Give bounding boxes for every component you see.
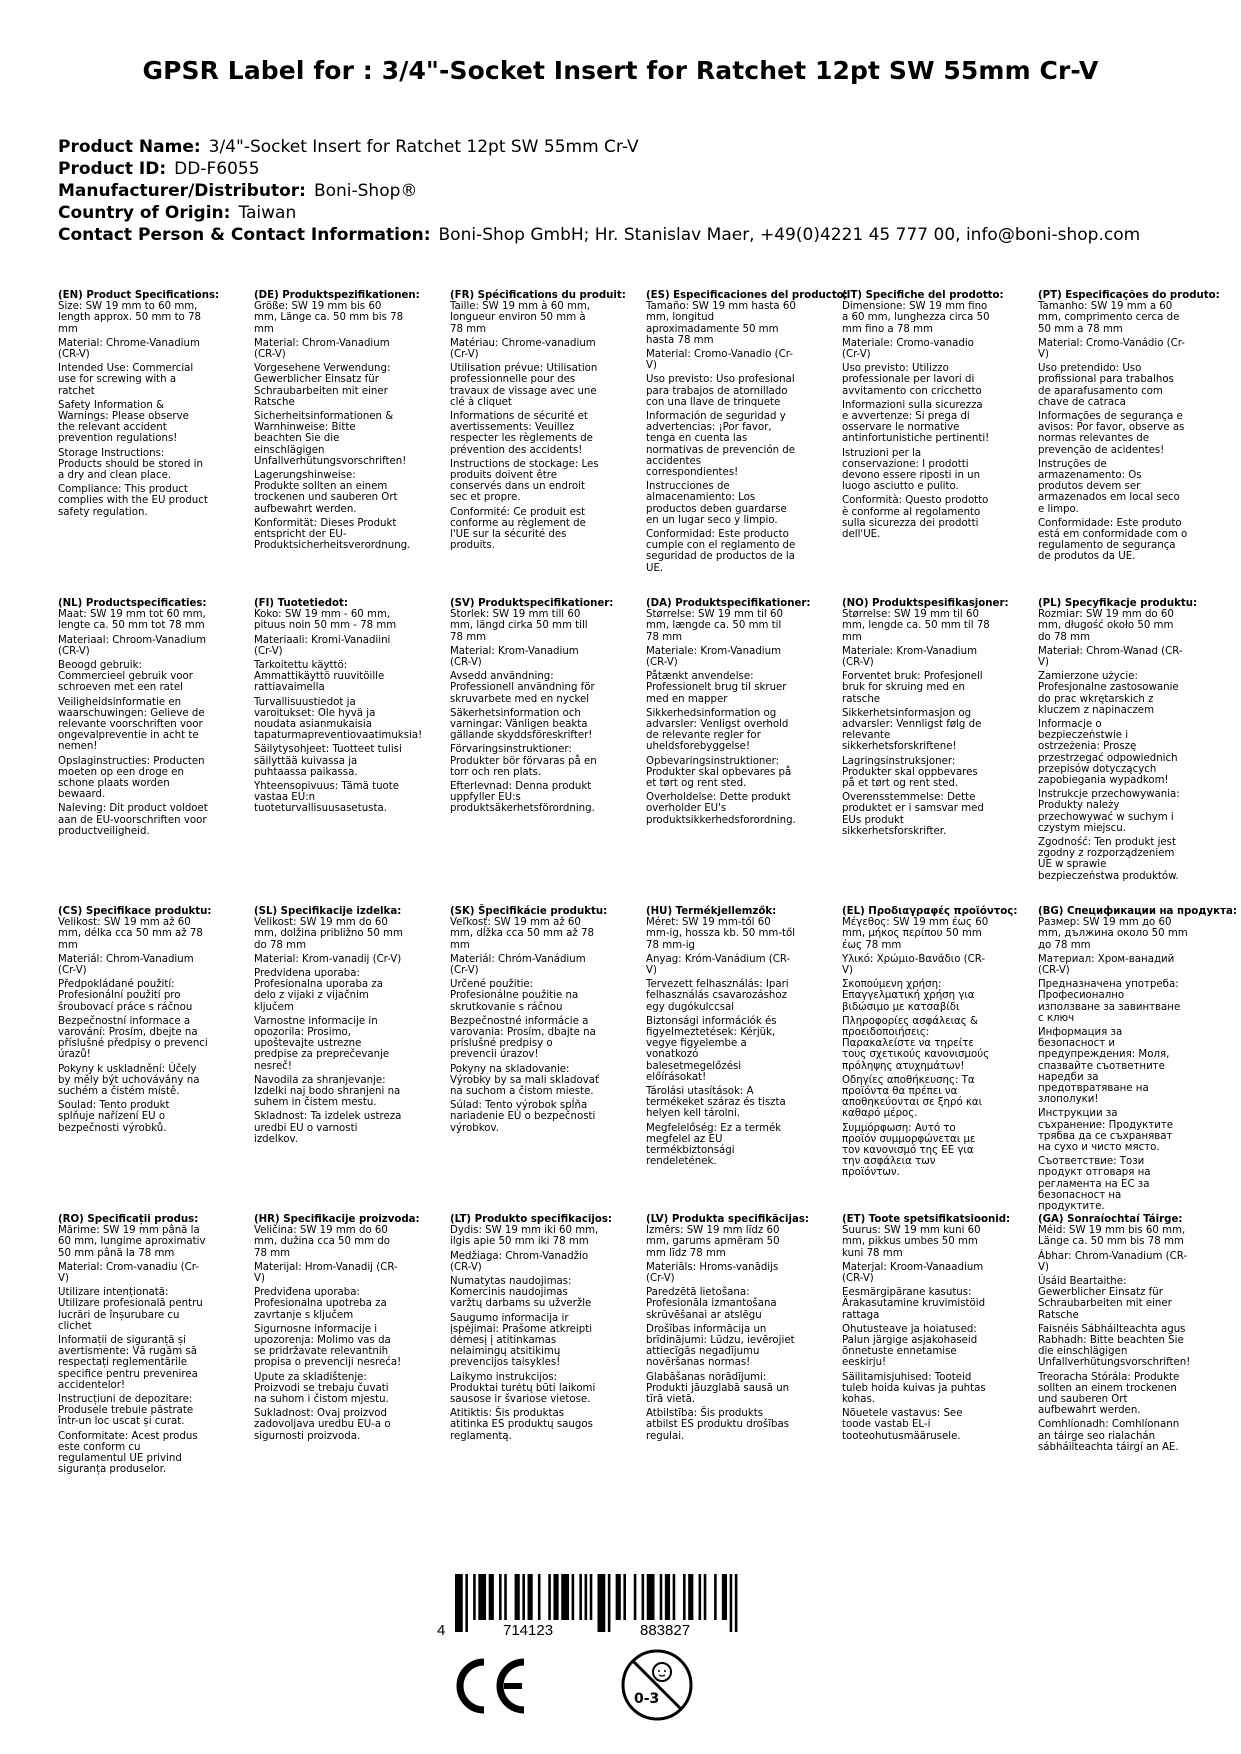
barcode-right-digits: 883827 — [640, 1622, 691, 1639]
spec-line: Størrelse: SW 19 mm til 60 mm, længde ca. 50 mm til 78 mm — [646, 609, 783, 643]
spec-line: Material: Krom-vanadij (Cr-V) — [254, 953, 402, 965]
spec-line: Laikymo instrukcijos: Produktai turėtų būti laikomi sausose ir švariose vietose. — [450, 1371, 596, 1406]
spec-line: Istruzioni per la conservazione: I prodotti devono essere riposti in un luogo asciutto e pulito. — [842, 447, 981, 493]
spec-line: Förvaringsinstruktioner: Produkter bör förvaras på en torr och ren plats. — [450, 744, 597, 778]
spec-block — [646, 290, 848, 577]
spec-line: Bezpečnostné informácie a varovania: Prosím, dbajte na príslušné predpisy o prevencii úrazov! — [450, 1015, 596, 1061]
spec-line: Συμμόρφωση: Αυτό το προϊόν συμμορφώνεται με τον κανονισμό της ΕΕ για την ασφάλεια των προϊόντων. — [842, 1122, 976, 1179]
spec-line: Tarkoitettu käyttö: Ammattikäyttö ruuvitöille rattiavaimella — [254, 660, 385, 694]
spec-line: Tamanho: SW 19 mm a 60 mm, comprimento cerca de 50 mm a 78 mm — [1038, 301, 1180, 335]
barcode-bar — [642, 1574, 645, 1620]
barcode-bar — [528, 1574, 533, 1620]
barcode-bar — [704, 1574, 707, 1620]
spec-line: Upute za skladištenje: Proizvodi se trebaju čuvati na suhom i čistom mjestu. — [254, 1371, 389, 1406]
spec-line: Vorgesehene Verwendung: Gewerblicher Einsatz für Schraubarbeiten mit einer Ratsche — [254, 363, 391, 408]
spec-line: Nõuetele vastavus: See toode vastab EL-i tooteohutusmäärusele. — [842, 1408, 963, 1442]
info-label: Contact Person & Contact Information: — [58, 225, 431, 245]
spec-line: Intended Use: Commercial use for screwing with a ratchet — [58, 363, 194, 397]
spec-line: Určené použitie: Profesionálne použitie na skrutkovanie s ráčnou — [450, 979, 579, 1013]
spec-heading: (HR) Specifikacije proizvoda: — [254, 1214, 420, 1225]
spec-line: Suurus: SW 19 mm kuni 60 mm, pikkus umbes 50 mm kuni 78 mm — [842, 1225, 981, 1259]
info-row — [58, 158, 1140, 180]
spec-line: Säilitamisjuhised: Tooteid tuleb hoida kuivas ja puhtas kohas. — [842, 1371, 986, 1406]
spec-line: Sicherheitsinformationen & Warnhinweise: Bitte beachten Sie die einschlägigen Unfallverhütungsvorschriften! — [254, 411, 407, 467]
barcode-bar — [553, 1574, 558, 1620]
barcode-bar — [598, 1574, 606, 1632]
spec-heading: (FI) Tuotetiedot: — [254, 598, 348, 609]
spec-line: Materijal: Hrom-Vanadij (CR-V) — [254, 1261, 398, 1285]
spec-line: Conformitate: Acest produs este conform cu regulamentul UE privind siguranța produselor. — [58, 1430, 198, 1476]
spec-block — [842, 598, 1009, 840]
spec-line: Materiál: Chrom-Vanadium (Cr-V) — [58, 953, 194, 977]
spec-line: Материал: Хром-ванадий (CR-V) — [1038, 953, 1175, 977]
info-label: Product ID: — [58, 159, 167, 179]
spec-line: Saugumo informacija ir įspėjimai: Prašome atkreipti dėmesį į atitinkamas nelaimingų atsitikimų prevencijos taisykles! — [450, 1312, 593, 1369]
spec-line: Sigurnosne informacije i upozorenja: Molimo vas da se pridržavate relevantnih propisa o prevenciji nesreća! — [254, 1323, 402, 1369]
product-info — [58, 136, 1140, 246]
barcode-bar — [673, 1574, 676, 1620]
spec-heading: (NL) Productspecificaties: — [58, 598, 207, 609]
spec-line: Tamaño: SW 19 mm hasta 60 mm, longitud aproximadamente 50 mm hasta 78 mm — [646, 301, 796, 346]
not-for-children-0-3-icon — [620, 1648, 694, 1722]
spec-line: Съответствие: Този продукт отговаря на регламента на ЕС за безопасност на продуктите. — [1038, 1156, 1151, 1213]
spec-block — [58, 906, 212, 1137]
spec-line: Materiaali: Kromi-Vanadiini (Cr-V) — [254, 634, 391, 657]
info-label: Product Name: — [58, 137, 201, 157]
barcode-bar — [579, 1574, 582, 1620]
info-row — [58, 180, 1140, 202]
spec-line: Zamierzone użycie: Profesjonalne zastosowanie do prac wkrętarskich z kluczem z napinaczem — [1038, 671, 1179, 716]
spec-line: Numatytas naudojimas: Komercinis naudojimas varžtų darbams su užveržle — [450, 1276, 592, 1310]
spec-line: Säkerhetsinformation och varningar: Vänligen beakta gällande skyddsföreskrifter! — [450, 707, 593, 742]
spec-block — [646, 1214, 809, 1445]
spec-heading: (GA) Sonraíochtaí Táirge: — [1038, 1214, 1183, 1225]
barcode-bar — [714, 1574, 717, 1620]
spec-line: Materiāls: Hroms-vanādijs (Cr-V) — [646, 1261, 779, 1285]
spec-line: Πληροφορίες ασφάλειας & προειδοποιήσεις: Παρακαλείστε να τηρείτε τους σχετικούς κανονισμούς πρόληψης ατυχημάτων! — [842, 1015, 990, 1072]
spec-line: Informazioni sulla sicurezza e avvertenze: Si prega di osservare le normative antinfortunistiche pertinenti! — [842, 399, 990, 445]
spec-line: Předpokládané použití: Profesionální použití pro šroubovací práce s ráčnou — [58, 979, 193, 1013]
spec-line: Información de seguridad y advertencias: ¡Por favor, tenga en cuenta las normativas de prevención de accidentes correspondientes! — [646, 411, 796, 479]
barcode-bar — [660, 1574, 663, 1620]
spec-line: Предназначена употреба: Професионално използване за завинтване с ключ — [1038, 979, 1181, 1024]
spec-heading: (FR) Spécifications du produit: — [450, 290, 626, 301]
spec-line: Úsáid Beartaithe: Gewerblicher Einsatz für Schraubarbeiten mit einer Ratsche — [1038, 1276, 1172, 1321]
spec-line: Zgodność: Ten produkt jest zgodny z rozporządzeniem UE w sprawie bezpieczeństwa produktów. — [1038, 837, 1179, 882]
spec-line: Utilisation prévue: Utilisation professionnelle pour des travaux de vissage avec une clé à cliquet — [450, 363, 598, 408]
spec-line: Utilizare intenționată: Utilizare profesională pentru lucrări de înșurubare cu clichet — [58, 1287, 203, 1332]
info-value: Boni-Shop GmbH; Hr. Stanislav Maer, +49(0)4221 45 777 00, info@boni-shop.com — [438, 225, 1141, 245]
spec-block — [450, 906, 608, 1137]
barcode-bar — [455, 1574, 463, 1632]
spec-line: Varnostne informacije in opozorila: Prosimo, upoštevajte ustrezne predpise za preprečevanje nesreč! — [254, 1015, 390, 1072]
barcode-left-digits: 714123 — [503, 1622, 554, 1639]
spec-line: Material: Crom-vanadiu (Cr-V) — [58, 1261, 199, 1285]
spec-heading: (ES) Especificaciones del producto: — [646, 290, 848, 301]
spec-line: Ábhar: Chrom-Vanadium (CR-V) — [1038, 1250, 1188, 1273]
spec-line: Turvallisuustiedot ja varoitukset: Ole hyvä ja noudata asianmukaisia tapaturmapreventiovaatimuksia! — [254, 696, 423, 742]
barcode — [455, 1574, 740, 1632]
spec-block — [254, 290, 420, 554]
barcode-bar — [616, 1574, 621, 1620]
page-title: GPSR Label for : 3/4"-Socket Insert for Ratchet 12pt SW 55mm Cr-V — [142, 56, 1099, 85]
spec-line: Beoogd gebruik: Commercieel gebruik voor schroeven met een ratel — [58, 660, 193, 694]
spec-block — [58, 598, 208, 840]
spec-block — [1038, 1214, 1191, 1456]
spec-line: Dydis: SW 19 mm iki 60 mm, ilgis apie 50 mm iki 78 mm — [450, 1225, 599, 1248]
spec-block — [646, 906, 796, 1170]
spec-line: Predvidena uporaba: Profesionalna uporaba za delo z vijaki z vijačnim ključem — [254, 968, 383, 1013]
spec-block — [450, 1214, 612, 1445]
spec-block — [842, 1214, 1011, 1445]
spec-block — [58, 1214, 208, 1478]
spec-line: Méret: SW 19 mm-től 60 mm-ig, hossza kb. 50 mm-től 78 mm-ig — [646, 917, 796, 951]
spec-heading: (CS) Specifikace produktu: — [58, 906, 212, 917]
spec-line: Material: Cromo-Vanadio (Cr-V) — [646, 349, 793, 372]
spec-block — [1038, 290, 1220, 566]
spec-line: Material: Chrom-Vanadium (CR-V) — [254, 337, 390, 361]
spec-line: Informations de sécurité et avertissements: Veuillez respecter les règlements de prévention des accidents! — [450, 411, 593, 456]
spec-line: Soulad: Tento produkt splňuje nařízení EU o bezpečnosti výrobků. — [58, 1100, 170, 1134]
spec-line: Instrukcje przechowywania: Produkty należy przechowywać w suchym i czystym miejscu. — [1038, 789, 1180, 834]
spec-line: Eesmärgipärane kasutus: Ärakasutamine kruvimistöid rattaga — [842, 1287, 986, 1321]
info-value: 3/4"-Socket Insert for Ratchet 12pt SW 55mm Cr-V — [208, 137, 639, 157]
spec-heading: (IT) Specifiche del prodotto: — [842, 290, 1004, 301]
spec-block — [842, 290, 1004, 543]
spec-block — [58, 290, 220, 521]
spec-line: Faisnéis Sábháilteachta agus Rabhadh: Bitte beachten Sie die einschlägigen Unfallverhütungsvorschriften! — [1038, 1323, 1191, 1369]
spec-block — [450, 598, 614, 818]
barcode-bar — [499, 1574, 502, 1620]
spec-block — [1038, 598, 1198, 885]
barcode-bar — [683, 1574, 686, 1620]
spec-line: Sukladnost: Ovaj proizvod zadovoljava uredbu EU-a o sigurnosti proizvoda. — [254, 1408, 391, 1442]
spec-line: Информация за безопасност и предупреждения: Моля, спазвайте съответните наредби за предотвратяване на злополуки! — [1038, 1027, 1170, 1106]
barcode-bar — [634, 1574, 637, 1620]
spec-line: Οδηγίες αποθήκευσης: Τα προϊόντα θα πρέπει να αποθηκεύονται σε ξηρό και καθαρό μέρος. — [842, 1074, 983, 1120]
spec-line: Opbevaringsinstruktioner: Produkter skal opbevares på et tørt og rent sted. — [646, 755, 792, 790]
spec-line: Izmērs: SW 19 mm līdz 60 mm, garums apmēram 50 mm līdz 78 mm — [646, 1225, 780, 1259]
info-label: Country of Origin: — [58, 203, 231, 223]
spec-heading: (DE) Produktspezifikationen: — [254, 290, 420, 301]
spec-heading: (RO) Specificații produs: — [58, 1214, 199, 1225]
spec-line: Tárolási utasítások: A termékeket száraz és tiszta helyen kell tárolni. — [646, 1086, 786, 1120]
spec-line: Skladnost: Ta izdelek ustreza uredbi EU o varnosti izdelkov. — [254, 1111, 402, 1145]
barcode-bar — [590, 1574, 593, 1620]
spec-line: Instruções de armazenamento: Os produtos devem ser armazenados em local seco e limpo. — [1038, 458, 1180, 515]
spec-line: Säilytysohjeet: Tuotteet tulisi säilyttää kuivassa ja puhtaassa paikassa. — [254, 744, 402, 778]
barcode-bar — [489, 1574, 494, 1620]
spec-line: Medžiaga: Chrom-Vanadžio (CR-V) — [450, 1250, 589, 1273]
spec-line: Sikkerhedsinformation og advarsler: Venligst overhold de relevante regler for uheldsforebyggelse! — [646, 707, 789, 753]
barcode-bar — [608, 1574, 611, 1632]
spec-heading: (LV) Produkta specifikācijas: — [646, 1214, 809, 1225]
barcode-lead-digit: 4 — [437, 1622, 446, 1639]
barcode-bar — [722, 1574, 727, 1620]
spec-line: Tervezett felhasználás: Ipari felhasználás csavarozáshoz egy dugókulccsal — [646, 979, 789, 1013]
spec-line: Pokyny na skladovanie: Výrobky by sa mali skladovať na suchom a čistom mieste. — [450, 1063, 600, 1098]
spec-line: Súlad: Tento výrobok spĺňa nariadenie EÚ o bezpečnosti výrobkov. — [450, 1100, 596, 1134]
info-row — [58, 136, 1140, 158]
spec-line: Maat: SW 19 mm tot 60 mm, lengte ca. 50 mm tot 78 mm — [58, 609, 206, 632]
spec-line: Uso previsto: Uso profesional para trabajos de atornillado con una llave de trinquete — [646, 374, 795, 408]
spec-line: Materiale: Krom-Vanadium (CR-V) — [646, 645, 782, 669]
spec-line: Instrucciones de almacenamiento: Los productos deben guardarse en un lugar seco y limpio. — [646, 481, 787, 526]
barcode-bar — [561, 1574, 569, 1620]
spec-line: Bezpečnostní informace a varování: Prosím, dbejte na příslušné předpisy o prevenci úrazů! — [58, 1015, 208, 1061]
spec-heading: (EN) Product Specifications: — [58, 290, 220, 301]
spec-block — [254, 598, 423, 818]
spec-line: Storlek: SW 19 mm till 60 mm, längd cirka 50 mm till 78 mm — [450, 609, 588, 643]
spec-line: Biztonsági információk és figyelmeztetések: Kérjük, vegye figyelembe a vonatkozó balesetmegelőzési előírásokat! — [646, 1015, 777, 1083]
spec-heading: (LT) Produkto specifikacijos: — [450, 1214, 612, 1225]
spec-line: Größe: SW 19 mm bis 60 mm, Länge ca. 50 mm bis 78 mm — [254, 301, 404, 335]
info-label: Manufacturer/Distributor: — [58, 181, 306, 201]
spec-line: Μέγεθος: SW 19 mm έως 60 mm, μήκος περίπου 50 mm έως 78 mm — [842, 917, 989, 951]
spec-line: Conformità: Questo prodotto è conforme al regolamento sulla sicurezza dei prodotti dell'UE. — [842, 495, 989, 541]
spec-line: Pokyny k uskladnění: Účely by měly být uchovávány na suchém a čistém místě. — [58, 1063, 200, 1098]
spec-line: Paredzētā lietošana: Profesionāla izmantošana skrūvēšanai ar atslēgu — [646, 1287, 777, 1321]
spec-line: Overholdelse: Dette produkt overholder EU's produktsikkerhedsforordning. — [646, 792, 796, 826]
barcode-bar — [699, 1574, 702, 1620]
barcode-bar — [473, 1574, 476, 1620]
barcode-bar — [665, 1574, 670, 1620]
spec-block — [646, 598, 811, 829]
spec-line: Materjal: Kroom-Vanaadium (CR-V) — [842, 1261, 984, 1285]
spec-line: Veličina: SW 19 mm do 60 mm, dužina cca 50 mm do 78 mm — [254, 1225, 391, 1259]
spec-line: Forventet bruk: Profesjonell bruk for skruing med en ratsche — [842, 671, 983, 705]
spec-block — [1038, 906, 1237, 1215]
spec-line: Material: Chrome-Vanadium (CR-V) — [58, 337, 200, 361]
spec-line: Velikost: SW 19 mm do 60 mm, dolžina približno 50 mm do 78 mm — [254, 917, 403, 951]
info-value: Boni-Shop® — [313, 181, 418, 201]
barcode-bar — [647, 1574, 655, 1620]
spec-line: Konformität: Dieses Produkt entspricht der EU-Produktsicherheitsverordnung. — [254, 517, 411, 552]
spec-heading: (PT) Especificações do produto: — [1038, 290, 1220, 301]
barcode-bar — [478, 1574, 486, 1620]
spec-line: Størrelse: SW 19 mm til 60 mm, lengde ca. 50 mm til 78 mm — [842, 609, 990, 643]
barcode-bar — [688, 1574, 693, 1620]
info-value: DD-F6055 — [174, 159, 260, 179]
spec-line: Mărime: SW 19 mm până la 60 mm, lungime aproximativ 50 mm până la 78 mm — [58, 1225, 206, 1259]
spec-heading: (EL) Προδιαγραφές προϊόντος: — [842, 906, 1018, 917]
spec-line: Compliance: This product complies with the EU product safety regulation. — [58, 484, 208, 518]
spec-line: Materiale: Krom-Vanadium (CR-V) — [842, 645, 978, 669]
spec-line: Storage Instructions: Products should be stored in a dry and clean place. — [58, 447, 203, 482]
spec-line: Avsedd användning: Professionell användning för skruvarbete med en nyckel — [450, 671, 595, 705]
spec-heading: (NO) Produktspesifikasjoner: — [842, 598, 1009, 609]
spec-line: Instrucțiuni de depozitare: Produsele trebuie păstrate într-un loc uscat și curat. — [58, 1394, 194, 1428]
spec-line: Comhlíonadh: Comhlíonann an táirge seo rialachán sábháilteachta táirgí an AE. — [1038, 1419, 1180, 1453]
spec-line: Drošības informācija un brīdinājumi: Lūdzu, ievērojiet attiecīgās negadījumu novēršanas normas! — [646, 1323, 795, 1369]
spec-line: Efterlevnad: Denna produkt uppfyller EU:s produktsäkerhetsförordning. — [450, 781, 595, 815]
ce-mark-icon — [452, 1656, 528, 1716]
barcode-bar — [522, 1574, 525, 1620]
spec-line: Material: Cromo-Vanádio (Cr-V) — [1038, 337, 1185, 361]
barcode-bar — [515, 1574, 520, 1620]
info-row — [58, 202, 1140, 224]
spec-heading: (SL) Specifikacije izdelka: — [254, 906, 402, 917]
barcode-bar — [504, 1574, 507, 1620]
spec-line: Informações de segurança e avisos: Por favor, observe as normas relevantes de prevenção de acidentes! — [1038, 411, 1185, 456]
spec-line: Anyag: Króm-Vanádium (CR-V) — [646, 953, 791, 977]
spec-block — [254, 906, 404, 1148]
barcode-bar — [735, 1574, 738, 1632]
spec-line: Taille: SW 19 mm à 60 mm, longueur environ 50 mm à 78 mm — [450, 301, 591, 335]
info-row — [58, 224, 1140, 246]
spec-line: Informacje o bezpieczeństwie i ostrzeżenia: Proszę przestrzegać odpowiednich przepisów dotyczących zapobiegania wypadkom! — [1038, 719, 1178, 787]
barcode-bar — [548, 1574, 551, 1620]
barcode-bar — [730, 1574, 733, 1632]
barcode-bar — [538, 1574, 541, 1620]
spec-line: Yhteensopivuus: Tämä tuote vastaa EU:n tuoteturvallisuusasetusta. — [254, 781, 400, 815]
spec-line: Conformidad: Este producto cumple con el reglamento de seguridad de productos de la UE. — [646, 529, 796, 574]
spec-line: Matériau: Chrome-vanadium (Cr-V) — [450, 337, 596, 361]
spec-block — [842, 906, 1018, 1182]
spec-line: Σκοπούμενη χρήση: Επαγγελματική χρήση για βιδώσιμο με κατσαβίδι — [842, 979, 975, 1013]
spec-line: Naleving: Dit product voldoet aan de EU-voorschriften voor productveiligheid. — [58, 803, 208, 837]
spec-line: Conformidade: Este produto está em conformidade com o regulamento de segurança de produtos da UE. — [1038, 517, 1188, 563]
spec-heading: (HU) Termékjellemzők: — [646, 906, 777, 917]
spec-block — [450, 290, 626, 554]
spec-line: Velikost: SW 19 mm až 60 mm, délka cca 50 mm až 78 mm — [58, 917, 203, 951]
spec-heading: (DA) Produktspecifikationer: — [646, 598, 811, 609]
spec-line: Koko: SW 19 mm - 60 mm, pituus noin 50 mm - 78 mm — [254, 609, 397, 632]
spec-line: Informații de siguranță și avertismente: Vă rugăm să respectați reglementările specifice pentru prevenirea accidentelor! — [58, 1335, 198, 1391]
spec-line: Size: SW 19 mm to 60 mm, length approx. 50 mm to 78 mm — [58, 301, 201, 335]
spec-line: Veľkosť: SW 19 mm až 60 mm, dĺžka cca 50 mm až 78 mm — [450, 917, 594, 951]
spec-line: Navodila za shranjevanje: Izdelki naj bodo shranjeni na suhem in čistem mestu. — [254, 1074, 401, 1109]
spec-line: Påtænkt anvendelse: Professionelt brug til skruer med en mapper — [646, 671, 787, 705]
spec-heading: (SK) Špecifikácie produktu: — [450, 906, 608, 917]
age-label: 0-3 — [634, 1691, 660, 1707]
spec-line: Conformité: Ce produit est conforme au règlement de l'UE sur la sécurité des produits. — [450, 506, 586, 552]
spec-heading: (BG) Спецификации на продукта: — [1038, 906, 1237, 917]
spec-line: Atbilstība: Šis produkts atbilst ES produktu drošības regulai. — [646, 1408, 790, 1442]
spec-line: Sikkerhetsinformasjon og advarsler: Vennligst følg de relevante sikkerhetsforskriftene! — [842, 707, 982, 753]
spec-line: Material: Krom-Vanadium (CR-V) — [450, 645, 579, 669]
spec-line: Dimensione: SW 19 mm fino a 60 mm, lunghezza circa 50 mm fino a 78 mm — [842, 301, 990, 335]
barcode-bar — [465, 1574, 468, 1632]
spec-heading: (PL) Specyfikacje produktu: — [1038, 598, 1198, 609]
info-value: Taiwan — [238, 203, 297, 223]
spec-line: Uso previsto: Utilizzo professionale per lavori di avvitamento con cricchetto — [842, 363, 982, 397]
spec-line: Méid: SW 19 mm bis 60 mm, Länge ca. 50 mm bis 78 mm — [1038, 1225, 1186, 1248]
spec-line: Megfelelőség: Ez a termék megfelel az EU termékbiztonsági rendeletének. — [646, 1122, 782, 1168]
barcode-bar — [572, 1574, 575, 1620]
spec-line: Materiaal: Chroom-Vanadium (CR-V) — [58, 634, 207, 657]
spec-line: Materiale: Cromo-vanadio (Cr-V) — [842, 337, 974, 361]
spec-line: Glabāšanas norādījumi: Produkti jāuzglabā sausā un tīrā vietā. — [646, 1371, 790, 1406]
spec-line: Ohutusteave ja hoiatused: Palun järgige asjakohaseid õnnetuste ennetamise eeskirju! — [842, 1323, 978, 1369]
spec-line: Veiligheidsinformatie en waarschuwingen: Gelieve de relevante voorschriften voor ongevalpreventie in acht te nemen! — [58, 696, 205, 753]
spec-line: Atitiktis: Šis produktas atitinka ES produktų saugos reglamentą. — [450, 1408, 593, 1442]
spec-heading: (ET) Toote spetsifikatsioonid: — [842, 1214, 1011, 1225]
spec-line: Rozmiar: SW 19 mm do 60 mm, długość około 50 mm do 78 mm — [1038, 609, 1174, 643]
spec-line: Υλικό: Χρώμιο-Βανάδιο (CR-V) — [842, 953, 986, 977]
spec-line: Instructions de stockage: Les produits doivent être conservés dans un endroit sec et propre. — [450, 458, 599, 504]
spec-line: Lagerungshinweise: Produkte sollten an einem trockenen und sauberen Ort aufbewahrt werden. — [254, 470, 398, 515]
spec-block — [254, 1214, 420, 1445]
spec-line: Overensstemmelse: Dette produktet er i samsvar med EUs produkt sikkerhetsforskrifter. — [842, 792, 984, 837]
barcode-bar — [585, 1574, 588, 1620]
barcode-bar — [623, 1574, 626, 1620]
spec-line: Uso pretendido: Uso profissional para trabalhos de aparafusamento com chave de catraca — [1038, 363, 1174, 408]
spec-line: Materiál: Chróm-Vanádium (Cr-V) — [450, 953, 586, 977]
spec-line: Инструкции за съхранение: Продуктите трябва да се съхраняват на сухо и чисто място. — [1038, 1108, 1174, 1154]
spec-line: Materiał: Chrom-Wanad (CR-V) — [1038, 645, 1183, 669]
spec-heading: (SV) Produktspecifikationer: — [450, 598, 614, 609]
spec-line: Predviđena uporaba: Profesionalna upotreba za zavrtanje s ključem — [254, 1287, 387, 1321]
spec-line: Treoracha Stórála: Produkte sollten an einem trockenen und sauberen Ort aufbewahrt werden. — [1038, 1371, 1180, 1417]
spec-line: Safety Information & Warnings: Please observe the relevant accident prevention regulations! — [58, 399, 189, 445]
spec-line: Opslaginstructies: Producten moeten op een droge en schone plaats worden bewaard. — [58, 755, 205, 801]
spec-line: Lagringsinstruksjoner: Produkter skal oppbevares på et tørt og rent sted. — [842, 755, 978, 790]
spec-line: Размер: SW 19 mm до 60 mm, дължина около 50 mm до 78 mm — [1038, 917, 1188, 951]
